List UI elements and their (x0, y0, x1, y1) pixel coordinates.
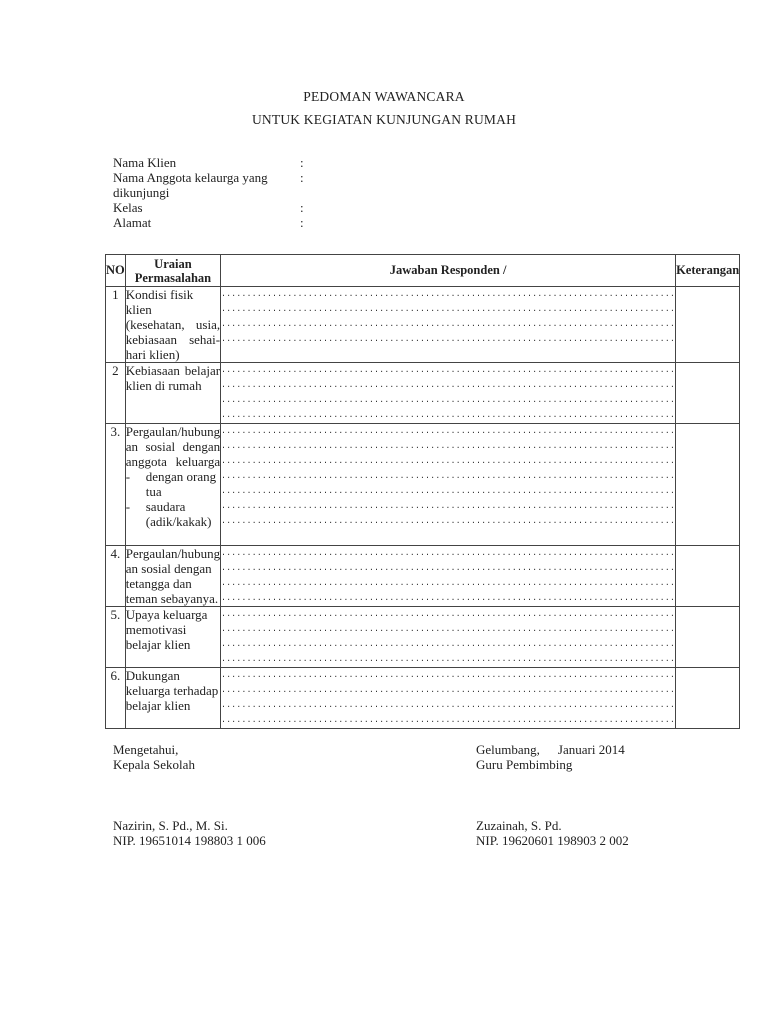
uraian-line: teman sebayanya. (125, 591, 219, 606)
answer-dotline: ......................................................................................... (221, 625, 676, 634)
uraian-line: klien (164, 637, 191, 652)
answer-dotline: ......................................................................................... (221, 320, 676, 329)
answer-cell[interactable] (221, 424, 676, 546)
signature-left-name-block (113, 818, 266, 848)
info-colon: : (300, 200, 304, 215)
signature-nip: NIP. 19651014 198803 1 006 (113, 833, 266, 848)
uraian-line: anggota keluarga (125, 454, 221, 469)
answer-dotline: ......................................................................................... (221, 686, 676, 695)
sub-item (126, 469, 220, 484)
header-uraian-line: Permasalahan (134, 270, 212, 285)
signature-place-date (476, 742, 625, 757)
info-colon: : (300, 155, 304, 170)
answer-dotline: ......................................................................................... (221, 335, 676, 344)
answer-dotline: ......................................................................................... (221, 701, 676, 710)
keterangan-cell[interactable] (676, 363, 740, 424)
sub-item-label: saudara (145, 499, 186, 514)
signature-left-heading (113, 742, 195, 772)
table-row (106, 424, 740, 546)
answer-dotline: ......................................................................................... (221, 305, 676, 314)
row-number: 5. (106, 607, 126, 668)
answer-dotline: ......................................................................................... (221, 366, 676, 375)
table-row (106, 607, 740, 668)
answer-dotline: ......................................................................................... (221, 655, 676, 664)
signature-right-name-block (476, 818, 629, 848)
answer-cell[interactable] (221, 287, 676, 363)
row-number: 1 (106, 287, 126, 363)
row-number: 2 (106, 363, 126, 424)
table-row (106, 287, 740, 363)
row-uraian (125, 668, 220, 729)
header-uraian-line: Uraian (154, 256, 192, 271)
info-row-anggota-cont (113, 185, 268, 200)
answer-dotline: ......................................................................................... (221, 502, 676, 511)
info-label: dikunjungi (113, 185, 170, 200)
header-no: NO (106, 255, 126, 287)
answer-cell[interactable] (221, 668, 676, 729)
answer-dotline: ......................................................................................... (221, 487, 676, 496)
answer-dotline: ......................................................................................... (221, 290, 676, 299)
signature-date: Januari 2014 (557, 742, 625, 757)
info-label: Kelas (113, 200, 143, 215)
uraian-line: belajar klien (125, 698, 191, 713)
info-row-kelas (113, 200, 304, 215)
signature-right-heading (476, 742, 625, 772)
answer-dotline: ......................................................................................... (221, 472, 676, 481)
answer-dotline: ......................................................................................... (221, 549, 676, 558)
answer-dotline: ......................................................................................... (221, 579, 676, 588)
uraian-line: (kesehatan, usia, (125, 317, 221, 332)
uraian-line: an sosial dengan (125, 439, 221, 454)
row-number: 3. (106, 424, 126, 546)
row-uraian (125, 287, 220, 363)
uraian-line: Pergaulan/hubung (125, 424, 221, 439)
answer-cell[interactable] (221, 363, 676, 424)
client-info-block (113, 155, 304, 230)
table-row (106, 668, 740, 729)
table-header-row (106, 255, 740, 287)
bullet-dash: - (125, 469, 131, 484)
keterangan-cell[interactable] (676, 546, 740, 607)
table-row (106, 363, 740, 424)
signature-line: Mengetahui, (113, 742, 179, 757)
bullet-dash: - (125, 499, 131, 514)
info-row-alamat (113, 215, 304, 230)
keterangan-cell[interactable] (676, 668, 740, 729)
uraian-line: memotivasi belajar (125, 622, 187, 652)
row-uraian (125, 424, 220, 546)
sub-item-cont: tua (145, 484, 162, 499)
uraian-line: an sosial dengan (125, 561, 212, 576)
signature-nip: NIP. 19620601 198903 2 002 (476, 833, 629, 848)
row-number: 4. (106, 546, 126, 607)
sub-item-cont: (adik/kakak) (145, 514, 212, 529)
answer-dotline: ......................................................................................... (221, 610, 676, 619)
signature-name: Zuzainah, S. Pd. (476, 818, 562, 833)
answer-dotline: ......................................................................................... (221, 457, 676, 466)
info-row-anggota (113, 170, 304, 185)
row-uraian (125, 363, 220, 424)
signature-role: Kepala Sekolah (113, 757, 195, 772)
info-colon: : (300, 215, 304, 230)
uraian-line: tetangga dan (125, 576, 192, 591)
answer-dotline: ......................................................................................... (221, 640, 676, 649)
answer-cell[interactable] (221, 607, 676, 668)
interview-table (105, 254, 740, 729)
answer-dotline: ......................................................................................... (221, 517, 676, 526)
info-label: Nama Klien (113, 155, 177, 170)
answer-dotline: ......................................................................................... (221, 564, 676, 573)
uraian-line: Dukungan (125, 668, 180, 683)
keterangan-cell[interactable] (676, 287, 740, 363)
answer-dotline: ......................................................................................... (221, 594, 676, 603)
header-keterangan: Keterangan (676, 255, 740, 287)
header-uraian (125, 255, 220, 287)
answer-dotline: ......................................................................................... (221, 427, 676, 436)
sub-item (126, 499, 220, 514)
row-uraian (125, 546, 220, 607)
row-number: 6. (106, 668, 126, 729)
row-uraian (125, 607, 220, 668)
uraian-line: Kebiasaan belajar (125, 363, 221, 378)
answer-cell[interactable] (221, 546, 676, 607)
answer-dotline: ......................................................................................... (221, 716, 676, 725)
signature-name: Nazirin, S. Pd., M. Si. (113, 818, 228, 833)
sub-item-label: dengan orang (145, 469, 217, 484)
answer-dotline: ......................................................................................... (221, 381, 676, 390)
answer-dotline: ......................................................................................... (221, 411, 676, 420)
keterangan-cell[interactable] (676, 607, 740, 668)
document-subtitle: UNTUK KEGIATAN KUNJUNGAN RUMAH (251, 112, 517, 127)
info-label: Alamat (113, 215, 152, 230)
uraian-line: kebiasaan sehai- (125, 332, 221, 347)
uraian-line: Upaya keluarga (125, 607, 208, 622)
table-row (106, 546, 740, 607)
uraian-line: klien di rumah (125, 378, 202, 393)
info-colon: : (300, 170, 304, 185)
uraian-line: Kondisi fisik klien (125, 287, 194, 317)
keterangan-cell[interactable] (676, 424, 740, 546)
signature-role: Guru Pembimbing (476, 757, 573, 772)
uraian-line: hari klien) (125, 347, 180, 362)
signature-place: Gelumbang, (476, 742, 540, 757)
answer-dotline: ......................................................................................... (221, 396, 676, 405)
info-row-nama-klien (113, 155, 304, 170)
header-jawaban: Jawaban Responden / (221, 255, 676, 287)
info-label: Nama Anggota kelaurga yang (113, 170, 268, 185)
uraian-line: Pergaulan/hubung (125, 546, 221, 561)
answer-dotline: ......................................................................................... (221, 671, 676, 680)
answer-dotline: ......................................................................................... (221, 442, 676, 451)
document-title: PEDOMAN WAWANCARA (303, 89, 465, 104)
uraian-line: keluarga terhadap (125, 683, 219, 698)
